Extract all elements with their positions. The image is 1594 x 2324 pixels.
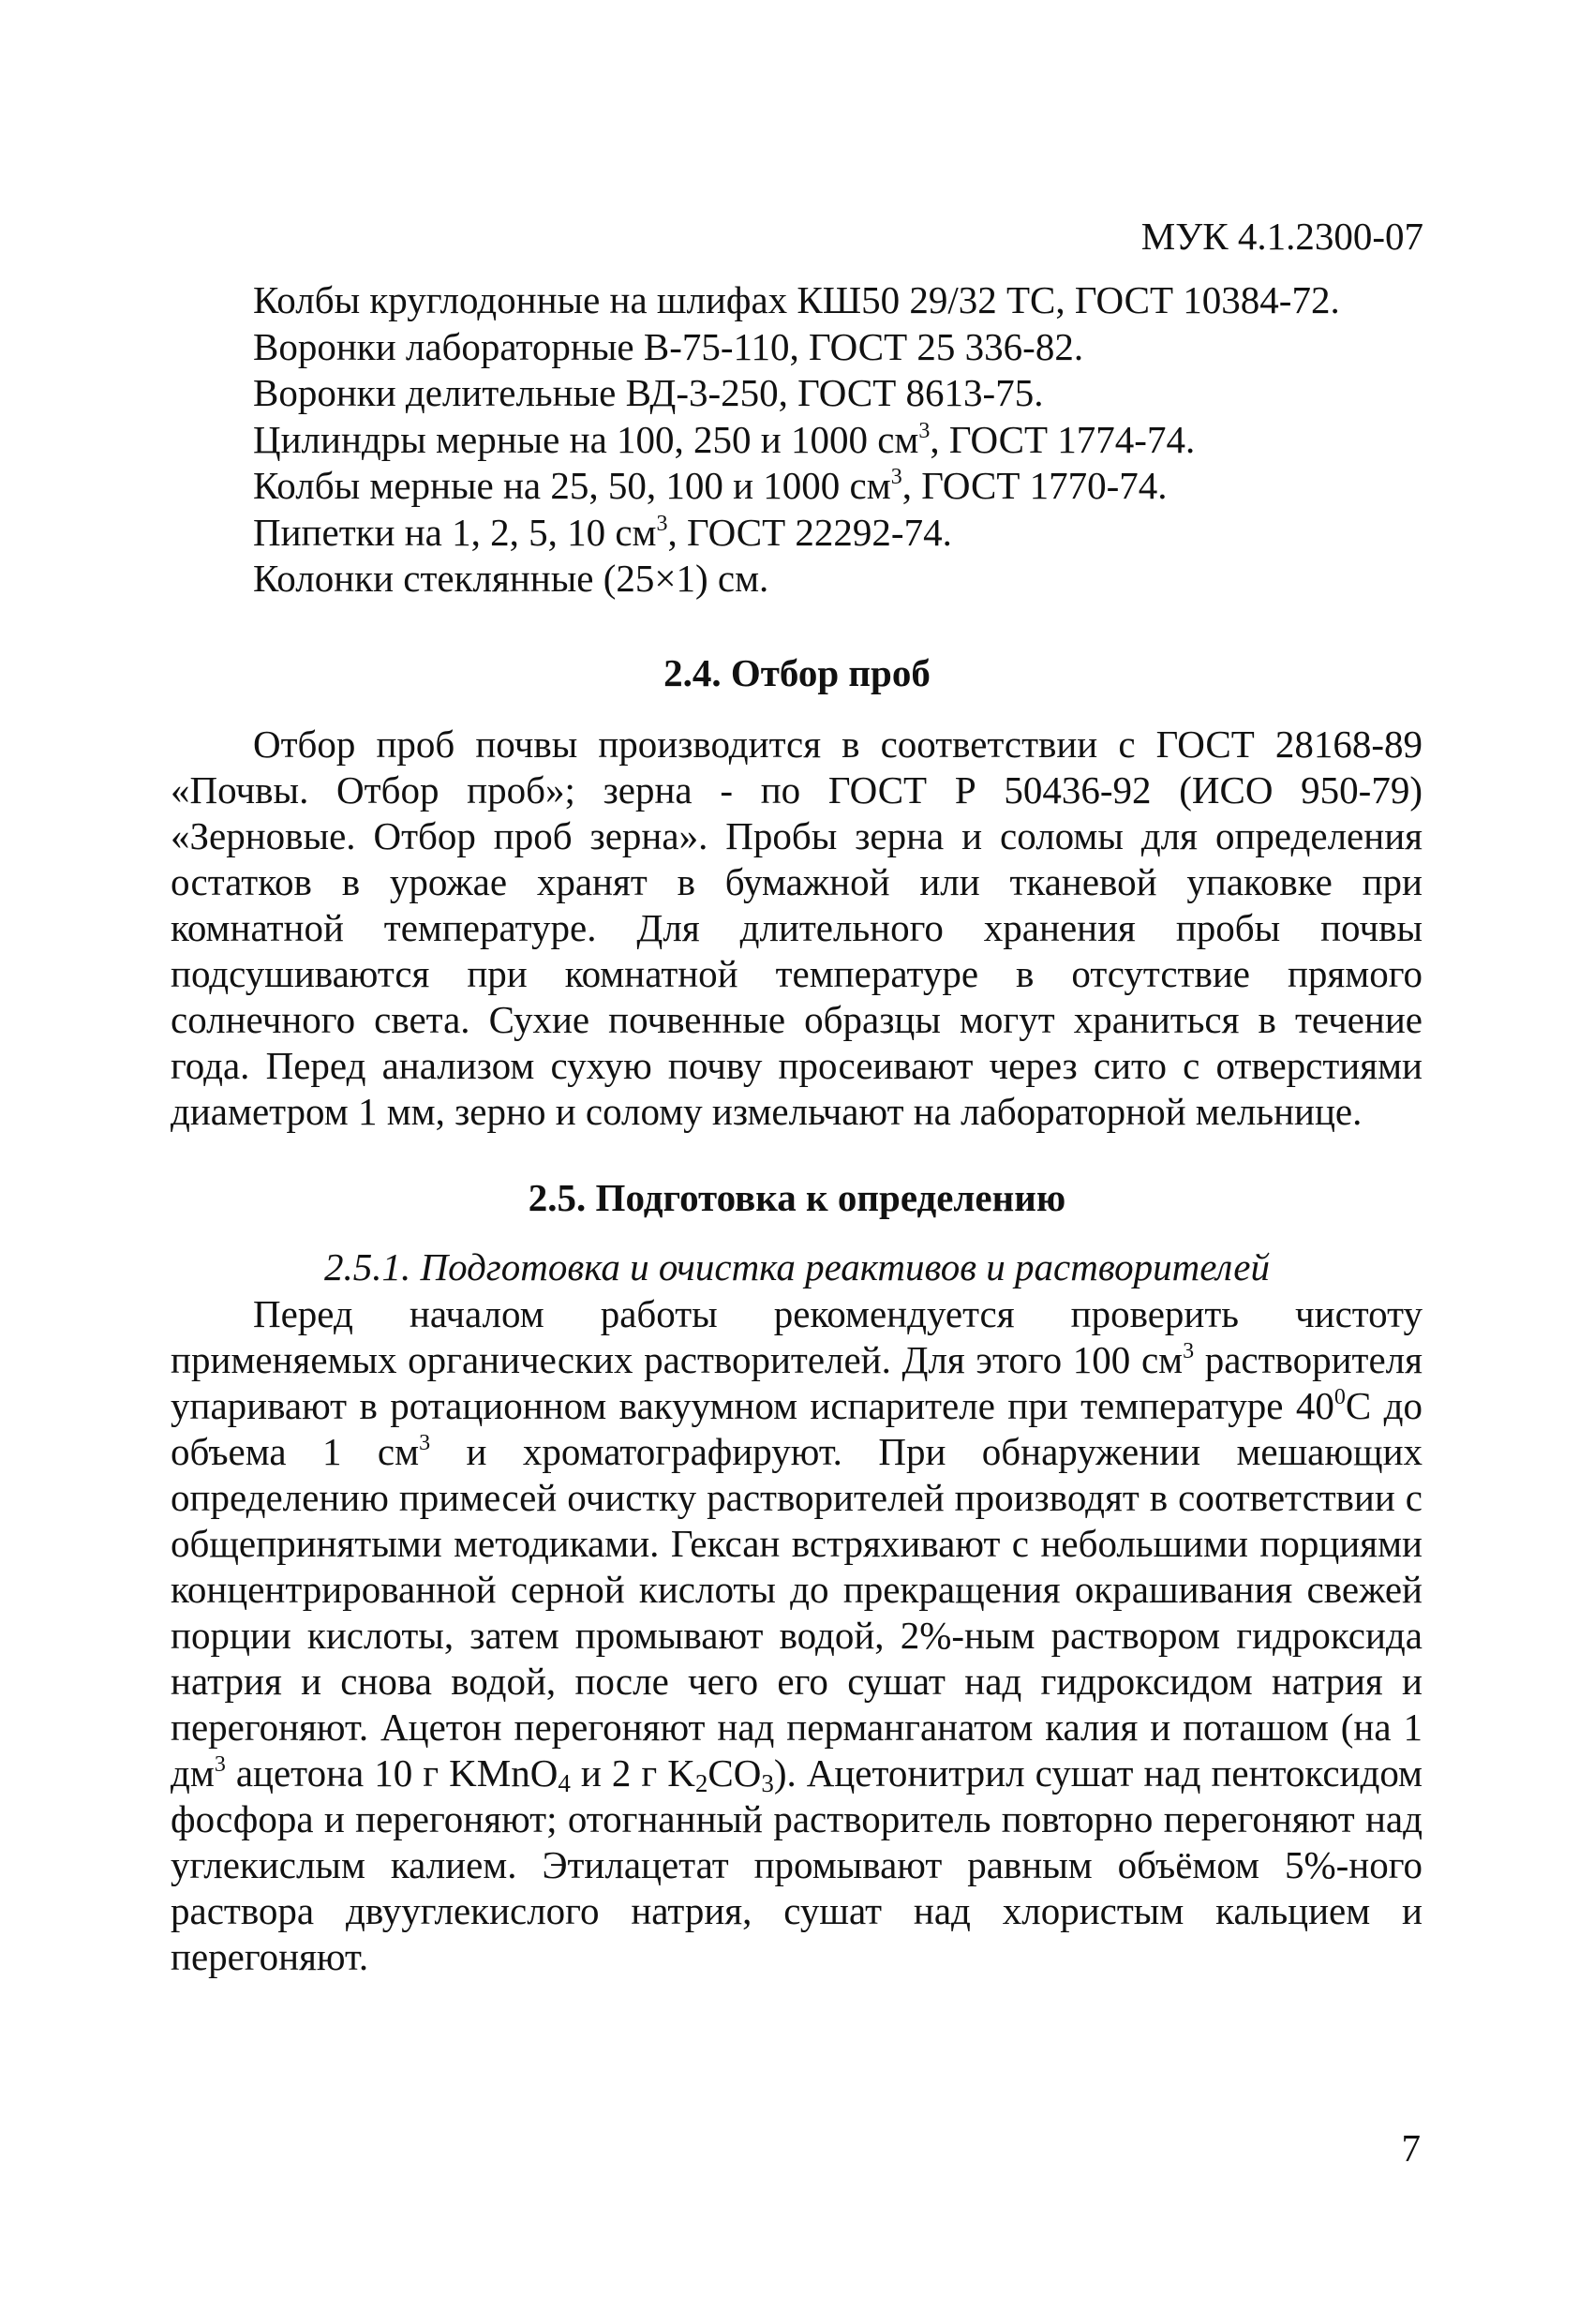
equipment-item: Воронки делительные ВД-3-250, ГОСТ 8613-75. <box>253 371 1044 414</box>
equipment-item: Колонки стеклянные (25×1) см. <box>253 557 769 600</box>
section-heading-preparation: 2.5. Подготовка к определению <box>528 1176 1066 1219</box>
page-number: 7 <box>1401 2126 1421 2169</box>
equipment-list <box>253 277 1434 603</box>
equipment-item: Пипетки на 1, 2, 5, 10 $см^3$, ГОСТ 22292-74. <box>253 510 952 554</box>
equipment-item: Воронки лабораторные В-75-110, ГОСТ 25 336-82. <box>253 324 1084 368</box>
equipment-item: Цилиндры мерные на 100, 250 и 1000 $см^3$, ГОСТ 1774-74. <box>253 417 1196 461</box>
section-heading-sampling: 2.4. Отбор проб <box>663 651 931 694</box>
equipment-item: Колбы круглодонные на шлифах КШ50 29/32 ТС, ГОСТ 10384-72. <box>253 278 1340 321</box>
sampling-paragraph: Отбор проб почвы производится в соответствии с ГОСТ 28168-89 «Почвы. Отбор проб»; зерна - по ГОСТ Р 50436-92 (ИСО 950-79) «Зерновые. Отбор проб зерна». Пробы зерна и соломы для определения остатков в урожае хранят в бумажной или тканевой упаковке при комнатной температуре. Для длительного хранения пробы почвы подсушиваются при комнатной температуре в отсутствие прямого солнечного света. Сухие почвенные образцы могут храниться в течение года. Перед анализом сухую почву просеивают через сито с отверстиями диаметром 1 мм, зерно и солому измельчают на лабораторной мельнице. <box>171 723 1423 1133</box>
reagents-paragraph: Перед началом работы рекомендуется проверить чистоту применяемых органических растворителей. Для этого 100 $см^3$ растворителя упаривают в ротационном вакуумном испарителе при температуре $40^0С$ до объема 1 $см^3$ и хроматографируют. При обнаружении мешающих определению примесей очистку растворителей производят в соответствии с общепринятыми методиками. Гексан встряхивают с небольшими порциями концентрированной серной кислоты до прекращения окрашивания свежей порции кислоты, затем промывают водой, 2%-ным раствором гидроксида натрия и снова водой, после чего его сушат над гидроксидом натрия и перегоняют. Ацетон перегоняют над перманганатом калия и поташом (на 1 $дм^3$ ацетона 10 г KMnO$_4$ и 2 г $K_2CO_3$). Ацетонитрил сушат над пентоксидом фосфора и перегоняют; отогнанный растворитель повторно перегоняют над углекислым калием. Этилацетат промывают равным объёмом 5%-ного раствора двууглекислого натрия, сушат над хлористым кальцием и перегоняют. <box>171 1292 1423 1978</box>
subsection-heading-reagents: 2.5.1. Подготовка и очистка реактивов и растворителей <box>324 1245 1270 1289</box>
equipment-item: Колбы мерные на 25, 50, 100 и 1000 $см^3$, ГОСТ 1770-74. <box>253 464 1168 507</box>
document-code: МУК 4.1.2300-07 <box>1140 215 1423 258</box>
